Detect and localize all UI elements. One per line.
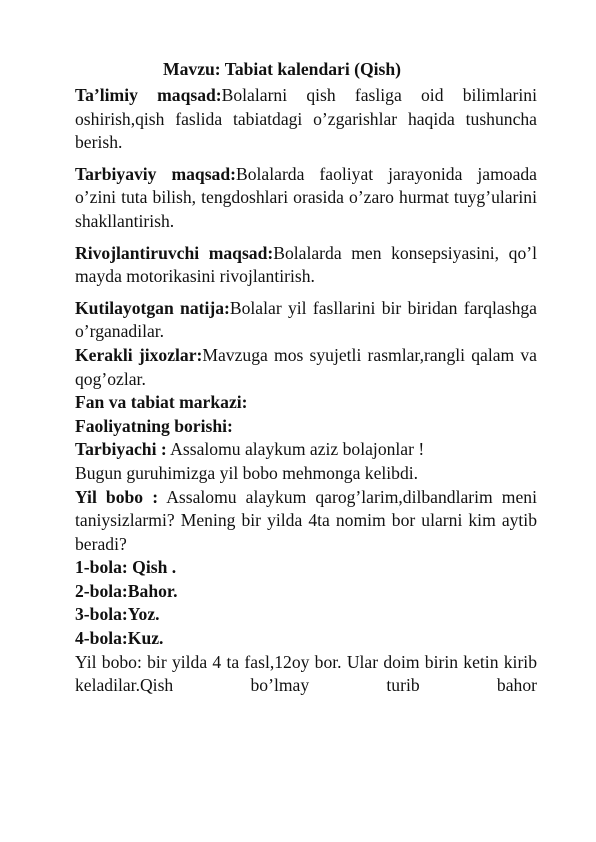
answer-bola-3 (75, 603, 537, 627)
text-tarbiyaviy-maqsad: Bolalarda faoliyat jarayonida jamoada o’zini tuta bilish, tengdoshlari orasida o’zaro hurmat tuyg’ularini shakllantirish. (75, 163, 537, 231)
text-tarbiyachi-greeting: Assalomu alaykum aziz bolajonlar ! (170, 439, 425, 460)
speaker-yil-bobo: Yil bobo : (75, 486, 159, 507)
text-kutilayotgan-natija: Bolalar yil fasllarini bir biridan farqlashga o’rganadilar. (75, 297, 537, 342)
answer-bola-2 (75, 580, 537, 604)
answer-bola-1 (75, 556, 537, 580)
text-bola-4: 4-bola:Kuz. (75, 628, 164, 649)
label-kerakli-jixozlar: Kerakli jixozlar: (75, 344, 203, 365)
label-kutilayotgan-natija: Kutilayotgan natija: (75, 297, 230, 318)
text-bola-1: 1-bola: Qish . (75, 557, 177, 578)
text-rivojlantiruvchi-maqsad: Bolalarda men konsepsiyasini, qo’l mayda motorikasini rivojlantirish. (75, 242, 537, 287)
document-page (75, 56, 537, 698)
heading-fan-va-tabiat-markazi (75, 391, 537, 415)
paragraph-rivojlantiruvchi-maqsad (75, 242, 537, 289)
label-rivojlantiruvchi-maqsad: Rivojlantiruvchi maqsad: (75, 242, 274, 263)
text-kerakli-jixozlar: Mavzuga mos syujetli rasmlar,rangli qalam va qog’ozlar. (75, 344, 537, 389)
paragraph-kutilayotgan-natija (75, 297, 537, 344)
text-bola-3: 3-bola:Yoz. (75, 604, 160, 625)
text-closing: Yil bobo: bir yilda 4 ta fasl,12oy bor. Ular doim birin ketin kirib keladilar.Qish bo’lmay turib bahor (75, 651, 537, 696)
label-fan-va-tabiat-markazi: Fan va tabiat markazi: (75, 392, 248, 413)
dialogue-tarbiyachi (75, 438, 537, 462)
heading-faoliyatning-borishi (75, 415, 537, 439)
page-title: Mavzu: Tabiat kalendari (Qish) (163, 59, 402, 79)
speaker-tarbiyachi: Tarbiyachi : (75, 439, 167, 460)
answer-bola-4 (75, 627, 537, 651)
paragraph-closing (75, 651, 537, 698)
text-tarbiyachi-guest: Bugun guruhimizga yil bobo mehmonga kelibdi. (75, 462, 419, 483)
paragraph-kerakli-jixozlar (75, 344, 537, 391)
label-talimiy-maqsad: Ta’limiy maqsad: (75, 85, 222, 105)
label-faoliyatning-borishi: Faoliyatning borishi: (75, 415, 233, 436)
text-talimiy-maqsad: Bolalarni qish fasliga oid bilimlarini oshirish,qish faslida tabiatdagi o’zgarishlar haqida tushuncha berish. (75, 85, 537, 153)
dialogue-tarbiyachi-line2 (75, 462, 537, 486)
label-tarbiyaviy-maqsad: Tarbiyaviy maqsad: (75, 163, 237, 184)
text-bola-2: 2-bola:Bahor. (75, 580, 178, 601)
text-yil-bobo: Assalomu alaykum qarog’larim,dilbandlarim meni taniysizlarmi? Mening bir yilda 4ta nomim bor ularni kim aytib beradi? (75, 486, 537, 554)
dialogue-yil-bobo (75, 486, 537, 557)
paragraph-tarbiyaviy-maqsad (75, 163, 537, 234)
paragraph-talimiy-maqsad (75, 84, 537, 155)
